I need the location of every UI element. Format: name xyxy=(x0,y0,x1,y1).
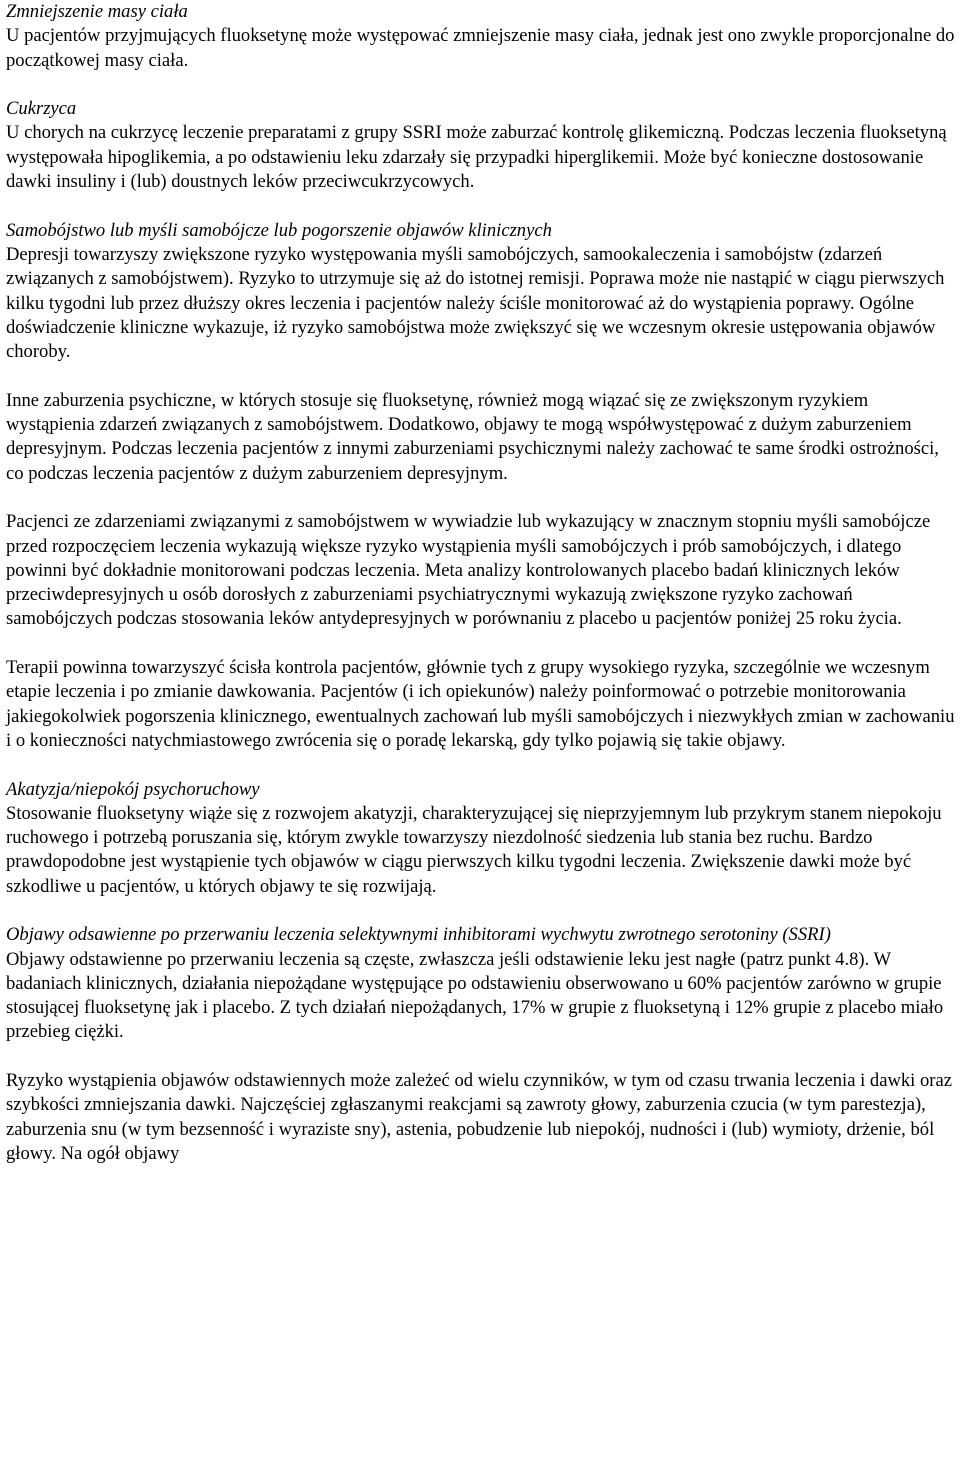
section-heading: Cukrzyca xyxy=(6,98,77,120)
section-withdrawal xyxy=(6,923,956,1166)
spacer xyxy=(6,364,956,388)
spacer xyxy=(6,632,956,656)
paragraph: Depresji towarzyszy zwiększone ryzyko występowania myśli samobójczych, samookaleczenia i samobójstw (zdarzeń związanych z samobójstwem). Ryzyko to utrzymuje się aż do istotnej remisji. Poprawa może nie nastąpić w ciągu pierwszych kilku tygodni lub przez dłuższy okres leczenia i pacjentów należy ściśle monitorować aż do wystąpienia poprawy. Ogólne doświadczenie kliniczne wykazuje, iż ryzyko samobójstwa może zwiększyć się we wczesnym okresie ustępowania objawów choroby. xyxy=(6,243,945,363)
spacer xyxy=(6,1045,956,1069)
section-diabetes xyxy=(6,97,956,194)
section-heading: Akatyzja/niepokój psychoruchowy xyxy=(6,778,260,800)
section-heading: Zmniejszenie masy ciała xyxy=(6,1,188,22)
spacer xyxy=(6,73,956,97)
paragraph: Terapii powinna towarzyszyć ścisła kontrola pacjentów, głównie tych z grupy wysokiego ryzyka, szczególnie we wczesnym etapie leczenia i po zmianie dawkowania. Pacjentów (i ich opiekunów) należy poinformować o potrzebie monitorowania jakiegokolwiek pogorszenia klinicznego, ewentualnych zachowań lub myśli samobójczych i niezwykłych zmian w zachowaniu i o konieczności natychmiastowego zwrócenia się o poradę lekarską, gdy tylko pojawią się takie objawy. xyxy=(6,657,955,751)
section-akathisia xyxy=(6,778,956,899)
spacer xyxy=(6,194,956,218)
paragraph: U pacjentów przyjmujących fluoksetynę może występować zmniejszenie masy ciała, jednak jest ono zwykle proporcjonalne do początkowej masy ciała. xyxy=(6,25,955,71)
spacer xyxy=(6,753,956,777)
document-page xyxy=(6,0,956,1166)
paragraph: Stosowanie fluoksetyny wiąże się z rozwojem akatyzji, charakteryzującej się nieprzyjemnym lub przykrym stanem niepokoju ruchowego i potrzebą poruszania się, którym zwykle towarzyszy niezdolność siedzenia lub stania bez ruchu. Bardzo prawdopodobne jest wystąpienie tych objawów w ciągu pierwszych kilku tygodni leczenia. Zwiększenie dawki może być szkodliwe u pacjentów, u których objawy te się rozwijają. xyxy=(6,802,942,897)
section-heading: Samobójstwo lub myśli samobójcze lub pogorszenie objawów klinicznych xyxy=(6,219,552,241)
section-weight-loss xyxy=(6,0,956,73)
paragraph: Inne zaburzenia psychiczne, w których stosuje się fluoksetynę, również mogą wiązać się ze zwiększonym ryzykiem wystąpienia zdarzeń związanych z samobójstwem. Dodatkowo, objawy te mogą współwystępować z dużym zaburzeniem depresyjnym. Podczas leczenia pacjentów z innymi zaburzeniami psychicznymi należy zachować te same środki ostrożności, co podczas leczenia pacjentów z dużym zaburzeniem depresyjnym. xyxy=(6,389,939,484)
section-suicide xyxy=(6,219,956,754)
section-heading: Objawy odsawienne po przerwaniu leczenia selektywnymi inhibitorami wychwytu zwrotnego serotoniny (SSRI) xyxy=(6,924,831,946)
paragraph: Ryzyko wystąpienia objawów odstawiennych może zależeć od wielu czynników, w tym od czasu trwania leczenia i dawki oraz szybkości zmniejszania dawki. Najczęściej zgłaszanymi reakcjami są zawroty głowy, zaburzenia czucia (w tym parestezja), zaburzenia snu (w tym bezsenność i wyraziste sny), astenia, pobudzenie lub niepokój, nudności i (lub) wymioty, drżenie, ból głowy. Na ogół objawy xyxy=(6,1070,952,1164)
spacer xyxy=(6,899,956,923)
paragraph: U chorych na cukrzycę leczenie preparatami z grupy SSRI może zaburzać kontrolę glikemiczną. Podczas leczenia fluoksetyną występowała hipoglikemia, a po odstawieniu leku zdarzały się przypadki hiperglikemii. Może być konieczne dostosowanie dawki insuliny i (lub) doustnych leków przeciwcukrzycowych. xyxy=(6,122,947,193)
paragraph: Objawy odstawienne po przerwaniu leczenia są częste, zwłaszcza jeśli odstawienie leku jest nagłe (patrz punkt 4.8). W badaniach klinicznych, działania niepożądane występujące po odstawieniu obserwowano u 60% pacjentów zarówno w grupie stosującej fluoksetynę jak i placebo. Z tych działań niepożądanych, 17% w grupie z fluoksetyną i 12% grupie z placebo miało przebieg ciężki. xyxy=(6,948,944,1043)
paragraph: Pacjenci ze zdarzeniami związanymi z samobójstwem w wywiadzie lub wykazujący w znacznym stopniu myśli samobójcze przed rozpoczęciem leczenia wykazują większe ryzyko wystąpienia myśli samobójczych i prób samobójczych, i dlatego powinni być dokładnie monitorowani podczas leczenia. Meta analizy kontrolowanych placebo badań klinicznych leków przeciwdepresyjnych u osób dorosłych z zaburzeniami psychiatrycznymi wykazują zwiększone ryzyko zachowań samobójczych podczas stosowania leków antydepresyjnych w porównaniu z placebo u pacjentów poniżej 25 roku życia. xyxy=(6,511,931,630)
spacer xyxy=(6,486,956,510)
